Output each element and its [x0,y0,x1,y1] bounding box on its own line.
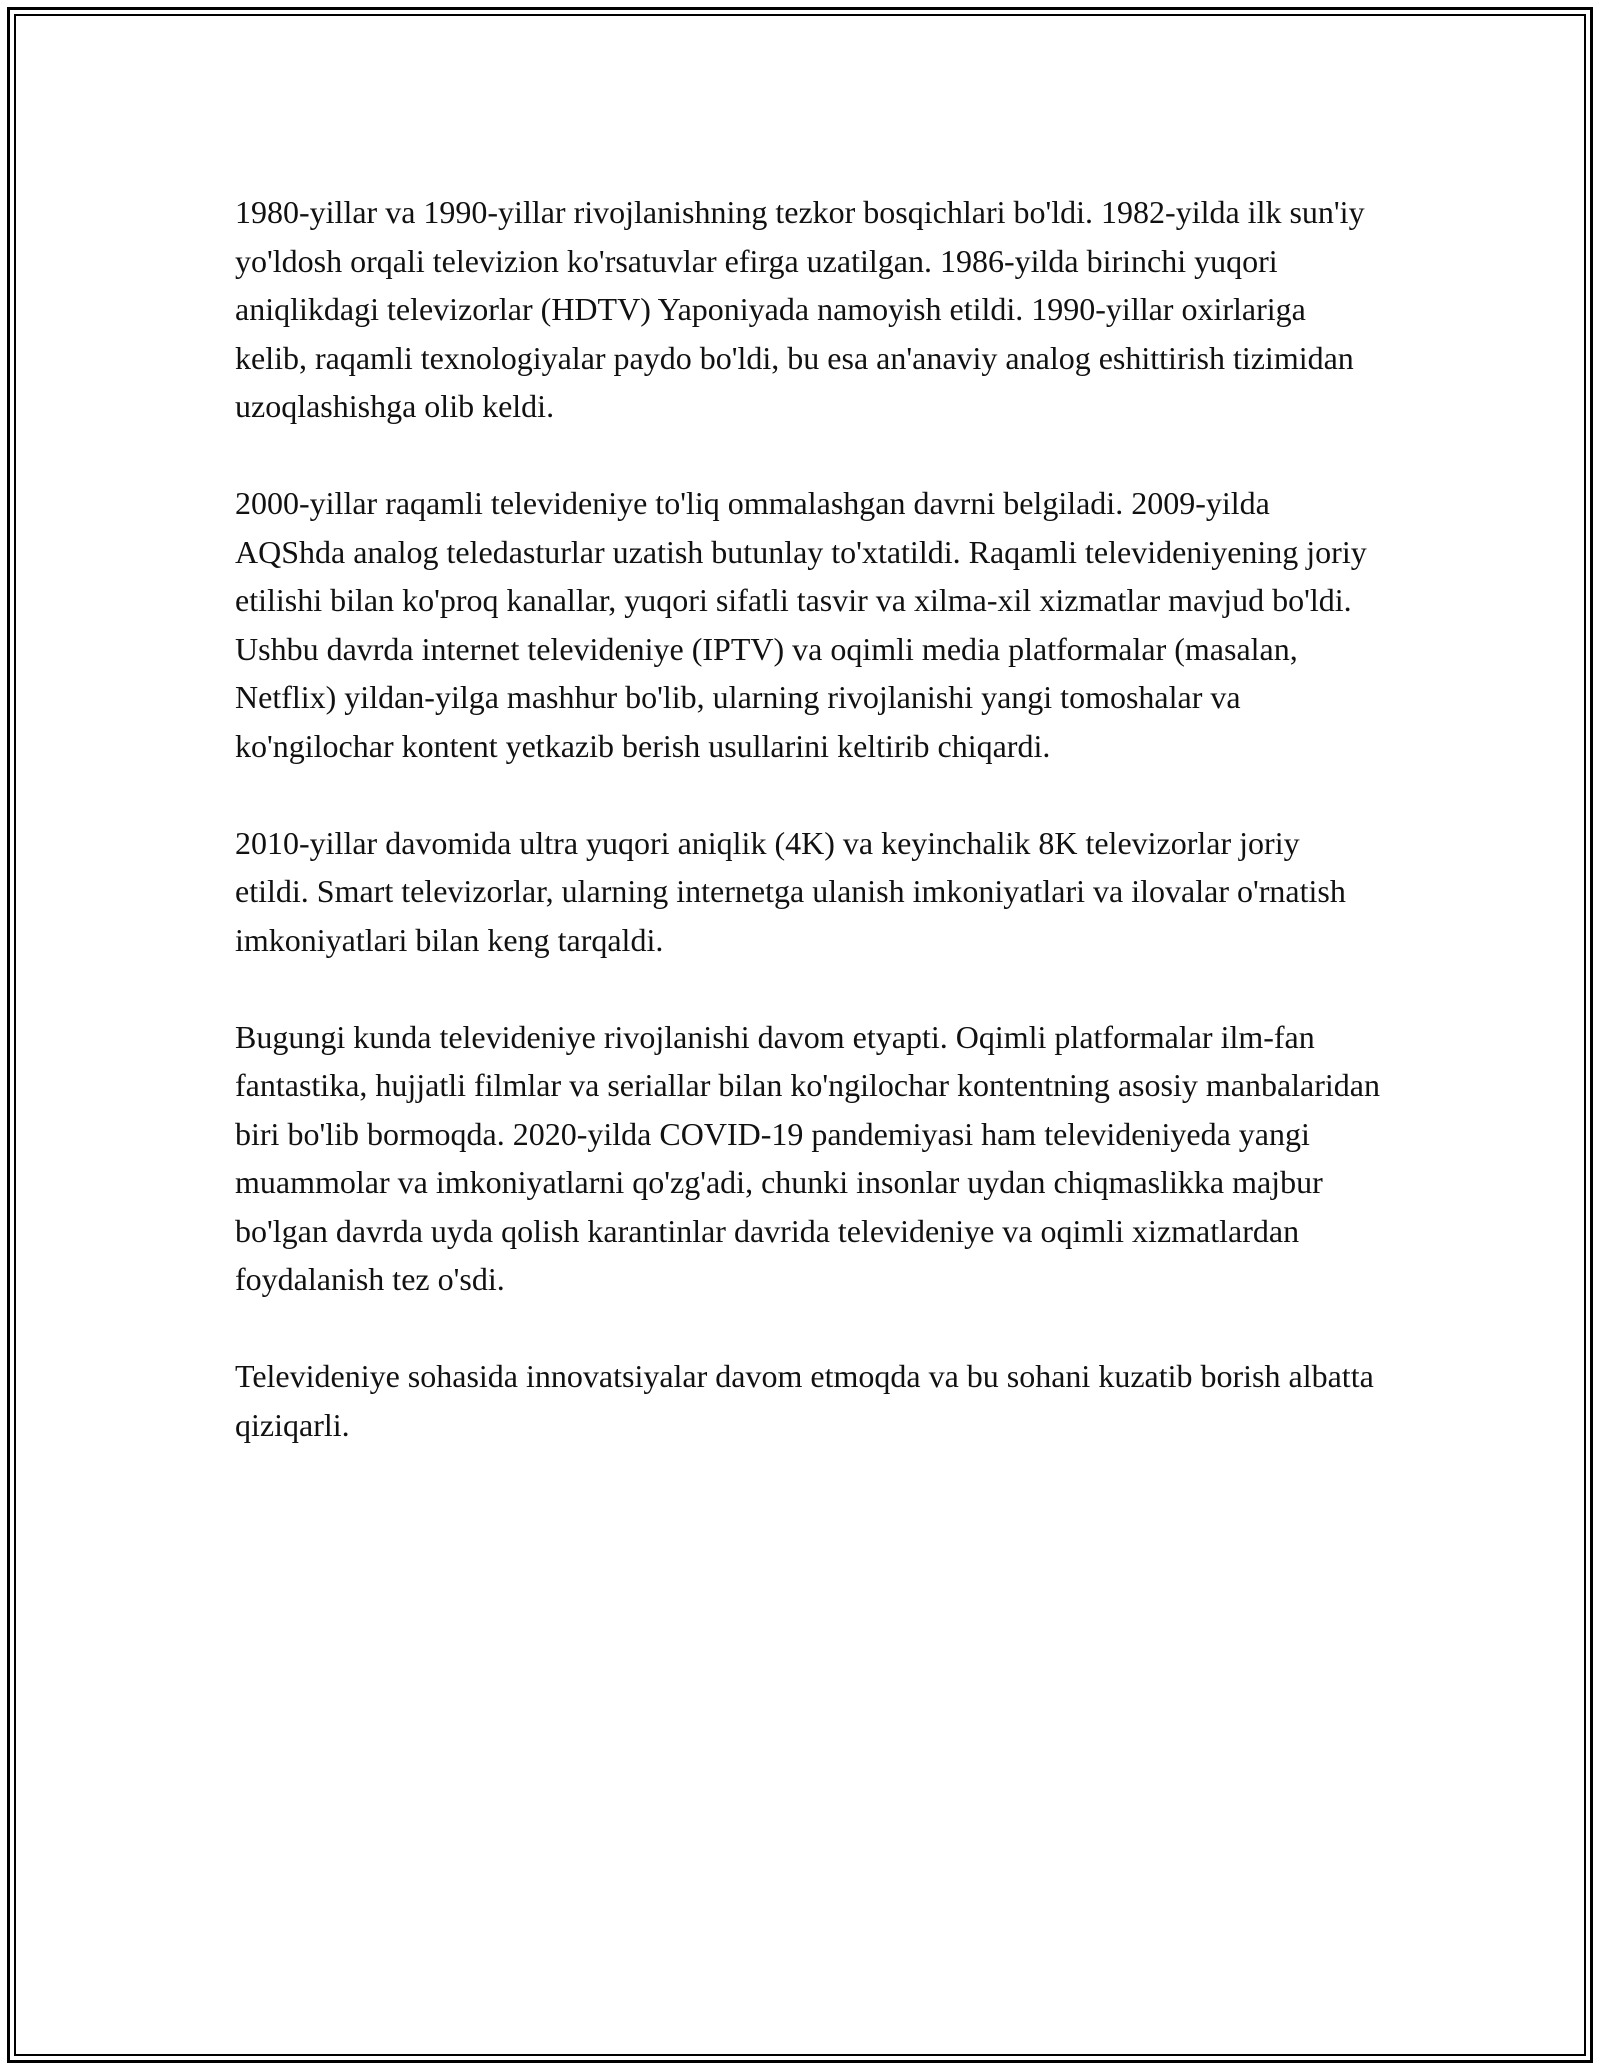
document-body [235,188,1380,1498]
paragraph-1: 1980-yillar va 1990-yillar rivojlanishning tezkor bosqichlari bo'ldi. 1982-yilda ilk sun'iy yo'ldosh orqali televizion ko'rsatuvlar efirga uzatilgan. 1986-yilda birinchi yuqori aniqlikdagi televizorlar (HDTV) Yaponiyada namoyish etildi. 1990-yillar oxirlariga kelib, raqamli texnologiyalar paydo bo'ldi, bu esa an'anaviy analog eshittirish tizimidan uzoqlashishga olib keldi. [235,194,1365,424]
paragraph-2: 2000-yillar raqamli televideniye to'liq ommalashgan davrni belgiladi. 2009-yilda AQShda analog teledasturlar uzatish butunlay to'xtatildi. Raqamli televideniyening joriy etilishi bilan ko'proq kanallar, yuqori sifatli tasvir va xilma-xil xizmatlar mavjud bo'ldi. Ushbu davrda internet televideniye (IPTV) va oqimli media platformalar (masalan, Netflix) yildan-yilga mashhur bo'lib, ularning rivojlanishi yangi tomoshalar va ko'ngilochar kontent yetkazib berish usullarini keltirib chiqardi. [235,485,1367,764]
paragraph-3: 2010-yillar davomida ultra yuqori aniqlik (4K) va keyinchalik 8K televizorlar joriy etildi. Smart televizorlar, ularning internetga ulanish imkoniyatlari va ilovalar o'rnatish imkoniyatlari bilan keng tarqaldi. [235,824,1346,958]
paragraph-5: Televideniye sohasida innovatsiyalar davom etmoqda va bu sohani kuzatib borish albatta qiziqarli. [235,1358,1374,1443]
paragraph-4: Bugungi kunda televideniye rivojlanishi davom etyapti. Oqimli platformalar ilm-fan fantastika, hujjatli filmlar va seriallar bilan ko'ngilochar kontentning asosiy manbalaridan biri bo'lib bormoqda. 2020-yilda COVID-19 pandemiyasi ham televideniyeda yangi muammolar va imkoniyatlarni qo'zg'adi, chunki insonlar uydan chiqmaslikka majbur bo'lgan davrda uyda qolish karantinlar davrida televideniye va oqimli xizmatlardan foydalanish tez o'sdi. [235,1018,1380,1297]
